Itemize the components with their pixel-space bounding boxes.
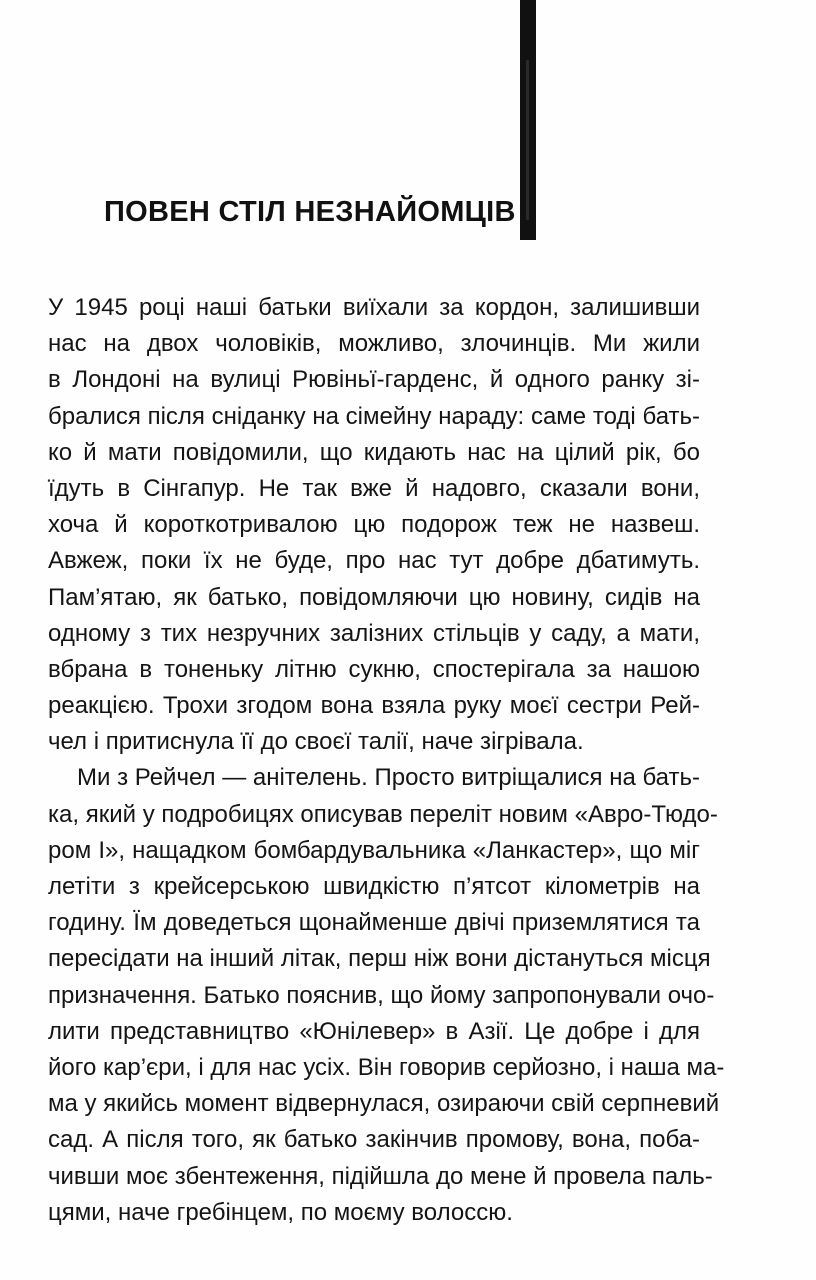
paragraph-1-line: в Лондоні на вулиці Рювіньї-гарденс, й одного ранку зі- [48, 366, 700, 394]
paragraph-1-line: бралися після сніданку на сімейну нараду: саме тоді бать- [48, 402, 700, 430]
paragraph-2-line: цями, наче гребінцем, по моєму волоссю. [48, 1198, 513, 1226]
paragraph-2-line: лити представництво «Юнілевер» в Азії. Це добре і для [48, 1017, 700, 1045]
paragraph-2-line: ром І», нащадком бомбардувальника «Ланкастер», що міг [48, 836, 700, 864]
paragraph-1-line: У 1945 році наші батьки виїхали за кордон, залишивши [48, 294, 700, 321]
paragraph-2-line: летіти з крейсерською швидкістю п’ятсот кілометрів на [48, 873, 700, 900]
paragraph-1-line: Пам’ятаю, як батько, повідомляючи цю новину, сидів на [48, 583, 700, 611]
page-edge-rule-highlight [526, 60, 529, 220]
paragraph-1-line: їдуть в Сінгапур. Не так вже й надовго, сказали вони, [48, 474, 700, 502]
paragraph-2-line: сад. А після того, як батько закінчив промову, вона, поба- [48, 1126, 700, 1154]
paragraph-1-line: хоча й короткотривалою цю подорож теж не назвеш. [48, 511, 700, 539]
chapter-body [48, 290, 725, 1231]
paragraph-2-line: призначення. Батько пояснив, що йому запропонували очо- [48, 981, 715, 1009]
paragraph-2-line: ка, який у подробицях описував переліт новим «Авро-Тюдо- [48, 800, 718, 828]
paragraph-2-line: годину. Їм доведеться щонайменше двічі приземлятися та [48, 909, 700, 937]
paragraph-1-line: одному з тих незручних залізних стільців у саду, а мати, [48, 619, 700, 647]
paragraph-2-line: ма у якийсь момент відвернулася, озираючи свій серпневий [48, 1090, 720, 1118]
chapter-title: ПОВЕН СТІЛ НЕЗНАЙОМЦІВ [104, 196, 516, 228]
paragraph-1-line: вбрана в тоненьку літню сукню, спостерігала за нашою [48, 655, 700, 683]
paragraph-1-line: ко й мати повідомили, що кидають нас на цілий рік, бо [48, 438, 700, 466]
paragraph-2-line: пересідати на інший літак, перш ніж вони дістануться місця [48, 945, 711, 973]
paragraph-1-line: Авжеж, поки їх не буде, про нас тут добре дбатимуть. [48, 547, 700, 575]
paragraph-1-line: нас на двох чоловіків, можливо, злочинців. Ми жили [48, 330, 700, 358]
paragraph-1-line: реакцією. Трохи згодом вона взяла руку моєї сестри Рей- [48, 692, 700, 720]
paragraph-2-line: Ми з Рейчел — анітелень. Просто витріщалися на бать- [77, 764, 700, 792]
paragraph-2-line: його кар’єри, і для нас усіх. Він говорив серйозно, і наша ма- [48, 1053, 725, 1081]
paragraph-1-line: чел і притиснула її до своєї талії, наче зігрівала. [48, 728, 584, 756]
paragraph-2-line: чивши моє збентеження, підійшла до мене й провела паль- [48, 1162, 713, 1190]
